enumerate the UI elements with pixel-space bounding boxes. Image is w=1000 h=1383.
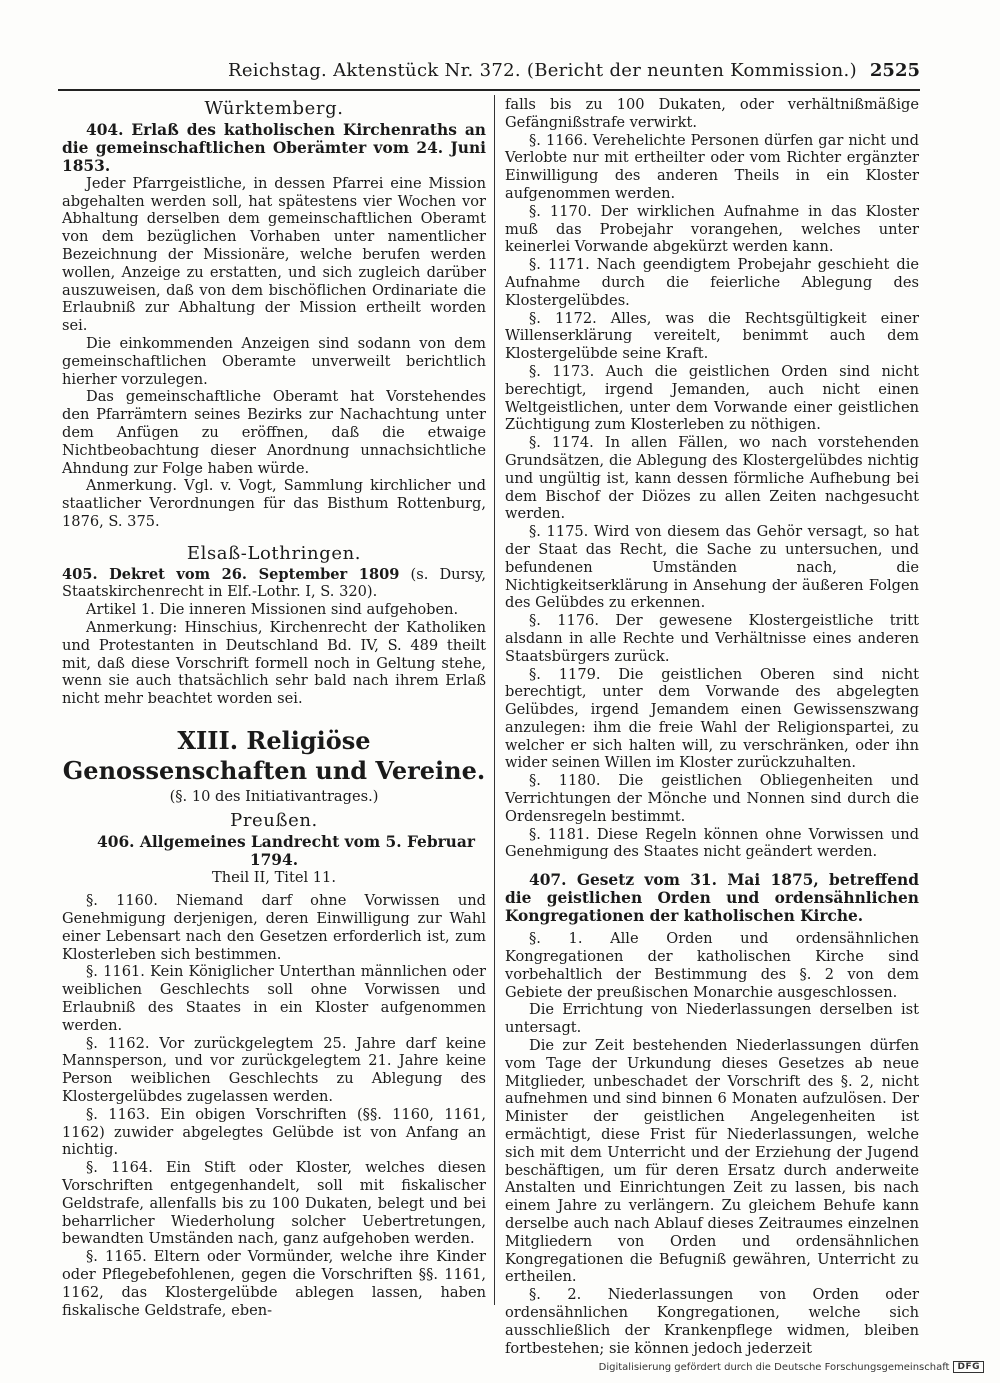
section-2-paragraph: §. 2. Niederlassungen von Orden oder ordensähnlichen Kongregationen, welche sich ausschließlich der Krankenpflege widmen, bleiben fortbestehen; sie können jedoch jederzeit — [505, 1286, 919, 1357]
entry-404-title: 404. Erlaß des katholischen Kirchenraths an die gemeinschaftlichen Oberämter vom 24. Juni 1853. — [62, 120, 486, 175]
entry-406-title: 406. Allgemeines Landrecht vom 5. Februar 1794. — [97, 832, 475, 869]
header-rule — [58, 89, 920, 91]
paragraph-1181: §. 1181. Diese Regeln können ohne Vorwissen und Genehmigung des Staates nicht geändert werden. — [505, 825, 919, 861]
left-column — [62, 96, 486, 1319]
paragraph-1165: §. 1165. Eltern oder Vormünder, welche ihre Kinder oder Pflegebefohlenen, gegen die Vorschriften §§. 1161, 1162, das Klostergelübde ablegen lassen, haben fiskalische Geldstrafe, eben- — [62, 1248, 486, 1319]
section-heading-elsass: Elsaß-Lothringen. — [186, 542, 362, 564]
paragraph-1166: §. 1166. Verehelichte Personen dürfen gar nicht und Verlobte nur mit ertheilter oder vom Richter ergänzter Einwilligung des anderen Theils in ein Kloster aufgenommen werden. — [505, 131, 919, 202]
credit-text: Digitalisierung gefördert durch die Deutsche Forschungsgemeinschaft — [598, 1361, 950, 1373]
right-column — [505, 96, 919, 1357]
paragraph-1171: §. 1171. Nach geendigtem Probejahr geschieht die Aufnahme durch die feierliche Ablegung des Klostergelübdes. — [505, 256, 919, 309]
paragraph-1170: §. 1170. Der wirklichen Aufnahme in das Kloster muß das Probejahr vorangehen, welches unter keinerlei Vorwande abgekürzt werden kann. — [505, 202, 919, 256]
paragraph-1160: §. 1160. Niemand darf ohne Vorwissen und Genehmigung derjenigen, deren Einwilligung zur Wahl einer Lebensart nach den Gesetzen erforderlich ist, zum Klosterleben sich bestimmen. — [62, 892, 486, 963]
chapter-xiii-subtitle: (§. 10 des Initiativantrages.) — [169, 787, 379, 805]
paragraph-1172: §. 1172. Alles, was die Rechtsgültigkeit einer Willenserklärung vereitelt, benimmt auch dem Klostergelübde seine Kraft. — [505, 309, 919, 363]
running-title: Reichstag. Aktenstück Nr. 372. (Bericht der neunten Kommission.) — [228, 60, 857, 81]
entry-405-note: Anmerkung: Hinschius, Kirchenrecht der Katholiken und Protestanten in Deutschland Bd. IV, S. 489 theilt mit, daß diese Vorschrift formell noch in Geltung stehe, wenn sie auch thatsächlich sehr bald nach ihrem Erlaß nicht mehr beachtet worden sei. — [62, 618, 486, 708]
entry-405-heading — [62, 566, 486, 602]
digitization-credit — [599, 1361, 984, 1373]
page-number: 2525 — [869, 60, 920, 81]
entry-407-title: 407. Gesetz vom 31. Mai 1875, betreffend die geistlichen Orden und ordensähnlichen Kongregationen der katholischen Kirche. — [505, 871, 919, 926]
entry-404-note: Anmerkung. Vgl. v. Vogt, Sammlung kirchlicher und staatlicher Verordnungen für das Bisthum Rottenburg, 1876, S. 375. — [62, 477, 486, 530]
column-divider — [494, 95, 495, 1305]
entry-404-paragraph: Jeder Pfarrgeistliche, in dessen Pfarrei eine Mission abgehalten werden soll, hat spätestens vier Wochen vor Abhaltung derselben dem gemeinschaftlichen Oberamt von dem bezüglichen Vorhaben unter namentlicher Bezeichnung der Missionäre, welche berufen werden wollen, Anzeige zu erstatten, und sich zugleich darüber auszuweisen, daß von dem bischöflichen Ordinariate die Erlaubniß zur Abhaltung der Mission ertheilt worden sei. — [62, 174, 486, 335]
paragraph-1161: §. 1161. Kein Königlicher Unterthan männlichen oder weiblichen Geschlechts soll ohne Vorwissen und Erlaubniß des Staates in ein Kloster aufgenommen werden. — [62, 963, 486, 1034]
paragraph-1175: §. 1175. Wird von diesem das Gehör versagt, so hat der Staat das Recht, die Sache zu untersuchen, und befundenen Umständen nach, die Nichtigkeitserklärung in Ansehung der äußeren Folgen des Gelübdes zu erkennen. — [505, 523, 919, 612]
entry-405-citation: (s. Dursy, Staatskirchenrecht in Elf.-Lothr. I, S. 320). — [62, 565, 486, 601]
paragraph-1173: §. 1173. Auch die geistlichen Orden sind nicht berechtigt, irgend Jemanden, auch nicht einen Weltgeistlichen, unter dem Vorwande einer geistlichen Züchtigung zum Klosterleben zu nöthigen. — [505, 362, 919, 434]
entry-405-paragraph: Artikel 1. Die inneren Missionen sind aufgehoben. — [86, 601, 459, 619]
chapter-xiii-title: XIII. Religiöse Genossenschaften und Vereine. — [62, 725, 486, 785]
entry-404-paragraph: Die einkommenden Anzeigen sind sodann von dem gemeinschaftlichen Oberamte unverweilt berichtlich hierher vorzulegen. — [62, 334, 486, 388]
paragraph-1162: §. 1162. Vor zurückgelegtem 25. Jahre darf keine Mannsperson, und vor zurückgelegtem 21. Jahre keine Person weiblichen Geschlechts zu Ablegung des Klostergelübdes zugelassen werden. — [62, 1034, 486, 1106]
paragraph-1179: §. 1179. Die geistlichen Oberen sind nicht berechtigt, unter dem Vorwande des abgelegten Gelübdes, irgend Jemandem einen Gewissenszwang anzulegen: ihm die freie Wahl der Religionspartei, zu welcher er sich halten will, zu verschränken, oder ihn wider seinen Willen im Kloster zurückzuhalten. — [505, 665, 919, 772]
paragraph-1165-continued: falls bis zu 100 Dukaten, oder verhältnißmäßige Gefängnißstrafe verwirkt. — [505, 96, 919, 131]
section-1-paragraph: Die zur Zeit bestehenden Niederlassungen dürfen vom Tage der Urkundung dieses Gesetzes ab neue Mitglieder, unbeschadet der Vorschrift des §. 2, nicht aufnehmen und sind binnen 6 Monaten aufzulösen. Der Minister der geistlichen Angelegenheiten ist ermächtigt, diese Frist für Niederlassungen, welche sich mit dem Unterricht und der Erziehung der Jugend beschäftigen, um für deren Ersatz durch anderweite Anstalten und Einrichtungen Zeit zu lassen, bis nach einem Jahre zu verlängern. Zu gleichem Behufe kann derselbe auch nach Ablauf dieses Zeitraumes einzelnen Mitgliedern von Orden und ordensähnlichen Kongregationen die Befugniß gewähren, Unterricht zu ertheilen. — [505, 1037, 919, 1286]
entry-405-title: 405. Dekret vom 26. September 1809 — [62, 565, 400, 583]
paragraph-1180: §. 1180. Die geistlichen Obliegenheiten und Verrichtungen der Mönche und Nonnen sind durch die Ordensregeln bestimmt. — [505, 772, 919, 825]
paragraph-1163: §. 1163. Ein obigen Vorschriften (§§. 1160, 1161, 1162) zuwider abgelegtes Gelübde ist von Anfang an nichtig. — [62, 1105, 486, 1159]
section-heading-wuerttemberg: Würktemberg. — [204, 98, 344, 119]
page-header — [58, 60, 920, 86]
paragraph-1174: §. 1174. In allen Fällen, wo nach vorstehenden Grundsätzen, die Ablegung des Klostergelübdes nichtig und ungültig ist, kann dessen förmliche Aufhebung bei dem Bischof der Diözes zu allen Zeiten nachgesucht werden. — [505, 434, 919, 523]
paragraph-1176: §. 1176. Der gewesene Klostergeistliche tritt alsdann in alle Rechte und Verhältnisse eines anderen Staatsbürgers zurück. — [505, 612, 919, 665]
section-1-paragraph: Die Errichtung von Niederlassungen derselben ist untersagt. — [505, 1001, 919, 1037]
section-heading-preussen: Preußen. — [230, 809, 318, 831]
entry-404-paragraph: Das gemeinschaftliche Oberamt hat Vorstehendes den Pfarrämtern seines Bezirks zur Nachachtung unter dem Anfügen zu eröffnen, daß die etwaige Nichtbeobachtung dieser Anordnung unnachsichtliche Ahndung zur Folge haben würde. — [62, 388, 486, 477]
paragraph-1164: §. 1164. Ein Stift oder Kloster, welches diesen Vorschriften entgegenhandelt, soll mit fiskalischer Geldstrafe, allenfalls bis zu 100 Dukaten, belegt und bei beharrlicher Wiederholung solcher Uebertretungen, bewandten Umständen nach, ganz aufgehoben werden. — [62, 1159, 486, 1248]
entry-406-subtitle: Theil II, Titel 11. — [212, 868, 336, 886]
dfg-logo: DFG — [953, 1361, 984, 1373]
section-1-paragraph: §. 1. Alle Orden und ordensähnlichen Kongregationen der katholischen Kirche sind vorbehaltlich der Bestimmung des §. 2 von dem Gebiete der preußischen Monarchie ausgeschlossen. — [505, 930, 919, 1001]
